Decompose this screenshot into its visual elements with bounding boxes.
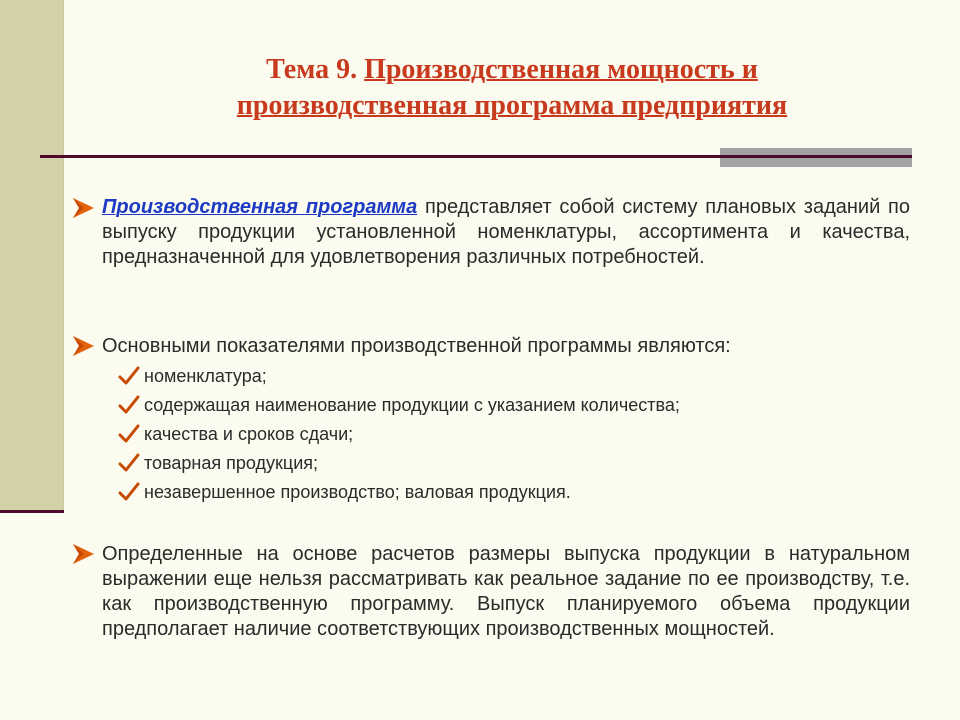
bullet-capacity-note <box>102 542 910 642</box>
checkmark-icon <box>118 423 140 445</box>
list-item-label: номенклатура; <box>144 366 267 386</box>
bullet-definition-text: представляет собой систему плановых заданий по выпуску продукции установленной номенклатуры, ассортимента и качества, предназначенной для удовлетворения различных потребностей. <box>102 196 910 268</box>
sidebar-divider <box>0 510 64 513</box>
arrow-bullet-icon <box>70 542 96 566</box>
list-item-label: качества и сроков сдачи; <box>144 424 354 444</box>
list-item-label: незавершенное производство; валовая продукция. <box>144 482 571 502</box>
title-prefix: Тема 9. <box>266 54 365 85</box>
slide-title <box>64 52 960 124</box>
checkmark-icon <box>118 481 140 503</box>
sidebar-decoration <box>0 0 64 512</box>
title-divider-overlay <box>720 155 912 158</box>
checkmark-icon <box>118 452 140 474</box>
bullet-indicators <box>102 334 910 359</box>
arrow-bullet-icon <box>70 334 96 358</box>
title-line-2: производственная программа предприятия <box>236 90 788 121</box>
term-production-program: Производственная программа <box>102 196 418 218</box>
checkmark-icon <box>118 394 140 416</box>
checkmark-icon <box>118 365 140 387</box>
bullet-indicators-text: Основными показателями производственной программы являются: <box>102 335 731 357</box>
bullet-capacity-note-text: Определенные на основе расчетов размеры выпуска продукции в натуральном выражении еще нельзя рассматривать как реальное задание по ее производству, т.е. как производственную программу. Выпуск планируемого объема продукции предполагает наличие соответствующих производственных мощностей. <box>102 543 910 640</box>
bullet-definition <box>102 195 910 270</box>
arrow-bullet-icon <box>70 196 96 220</box>
list-item-label: содержащая наименование продукции с указанием количества; <box>144 395 680 415</box>
list-item-label: товарная продукция; <box>144 453 318 473</box>
title-line-1: Производственная мощность и <box>364 54 758 85</box>
